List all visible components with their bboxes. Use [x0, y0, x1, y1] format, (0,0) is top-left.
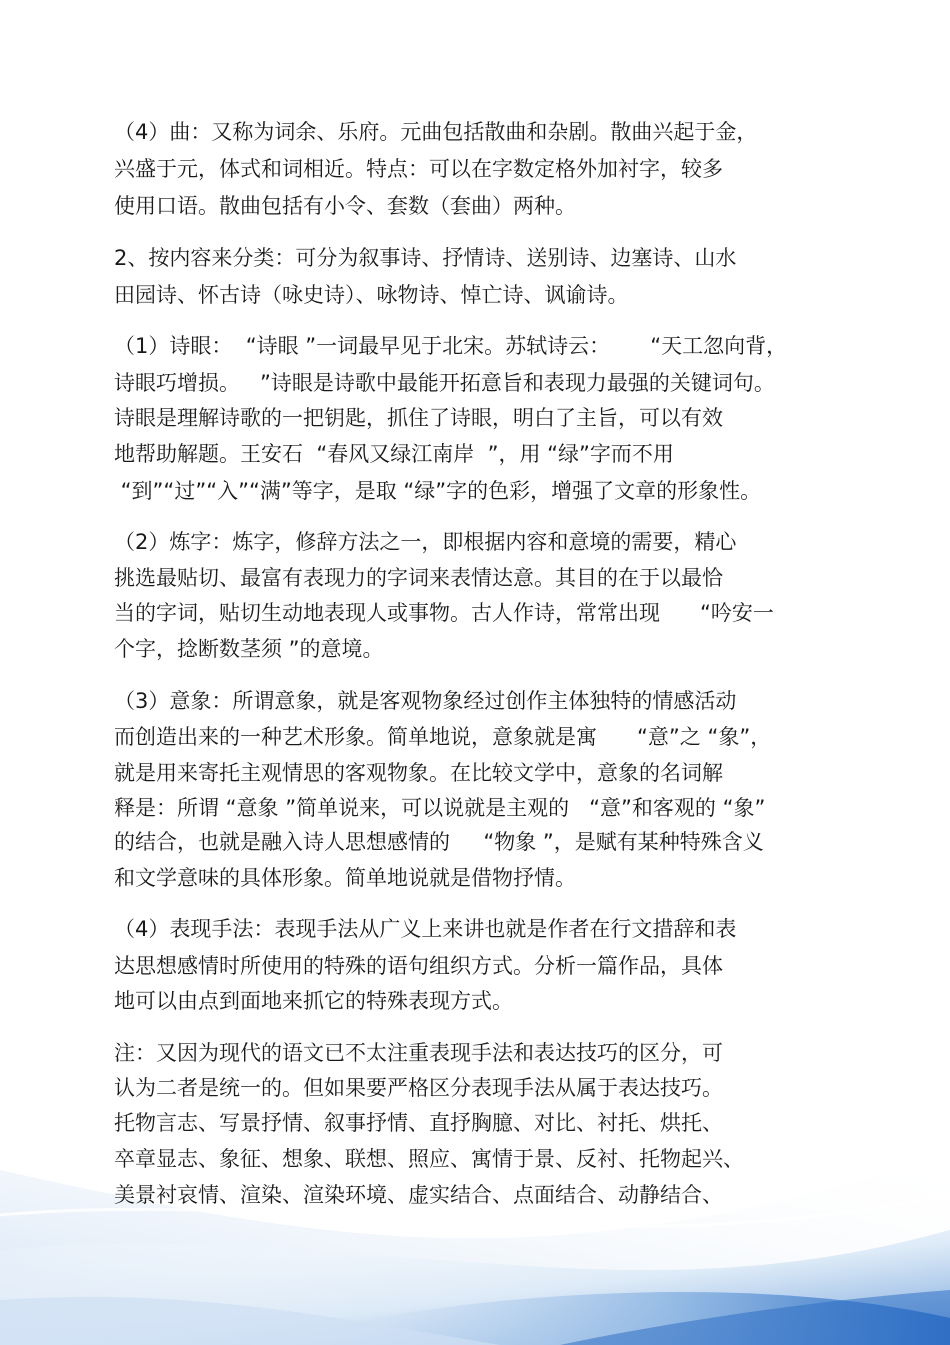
text-line: 挑选最贴切、最富有表现力的字词来表情达意。其目的在于以最恰 — [114, 566, 723, 590]
text-line: （4）曲：又称为词余、乐府。元曲包括散曲和杂剧。散曲兴起于金， — [114, 120, 758, 144]
text-line: 兴盛于元，体式和词相近。特点：可以在字数定格外加衬字，较多 — [114, 157, 723, 181]
text-line: （2）炼字：炼字，修辞方法之一，即根据内容和意境的需要，精心 — [114, 530, 737, 554]
text-line: 2、按内容来分类：可分为叙事诗、抒情诗、送别诗、边塞诗、山水 — [114, 246, 737, 270]
text-line: “到”“过”“入”“满”等字，是取 “绿”字的色彩，增强了文章的形象性。 — [114, 479, 762, 503]
text-line: 地帮助解题。王安石 “春风又绿江南岸 ”，用 “绿”字而不用 — [114, 442, 674, 466]
text-line: 地可以由点到面地来抓它的特殊表现方式。 — [114, 989, 513, 1013]
text-line: （1）诗眼： “诗眼 ”一词最早见于北宋。苏轼诗云： “天工忽向背， — [114, 334, 788, 358]
text-line: （3）意象：所谓意象，就是客观物象经过创作主体独特的情感活动 — [114, 689, 737, 713]
text-line: 个字，捻断数茎须 ”的意境。 — [114, 637, 384, 661]
text-line: 美景衬哀情、渲染、渲染环境、虚实结合、点面结合、动静结合、 — [114, 1183, 723, 1207]
text-line: 卒章显志、象征、想象、联想、照应、寓情于景、反衬、托物起兴、 — [114, 1147, 744, 1171]
text-line: 认为二者是统一的。但如果要严格区分表现手法从属于表达技巧。 — [114, 1076, 723, 1100]
text-line: 注：又因为现代的语文已不太注重表现手法和表达技巧的区分，可 — [114, 1041, 723, 1065]
text-line: 使用口语。散曲包括有小令、套数（套曲）两种。 — [114, 194, 576, 218]
text-line: 诗眼是理解诗歌的一把钥匙，抓住了诗眼，明白了主旨，可以有效 — [114, 406, 723, 430]
text-line: 而创造出来的一种艺术形象。简单地说，意象就是寓 “意”之 “象”， — [114, 725, 772, 749]
text-line: 释是：所谓 “意象 ”简单说来，可以说就是主观的 “意”和客观的 “象” — [114, 796, 766, 820]
text-line: 田园诗、怀古诗（咏史诗）、咏物诗、悼亡诗、讽谕诗。 — [114, 283, 629, 307]
text-line: 和文学意味的具体形象。简单地说就是借物抒情。 — [114, 866, 576, 890]
text-line: （4）表现手法：表现手法从广义上来讲也就是作者在行文措辞和表 — [114, 917, 737, 941]
text-line: 托物言志、写景抒情、叙事抒情、直抒胸臆、对比、衬托、烘托、 — [114, 1111, 723, 1135]
text-line: 就是用来寄托主观情思的客观物象。在比较文学中，意象的名词解 — [114, 761, 723, 785]
text-line: 的结合，也就是融入诗人思想感情的 “物象 ”，是赋有某种特殊含义 — [114, 830, 764, 854]
text-line: 诗眼巧增损。 ”诗眼是诗歌中最能开拓意旨和表现力最强的关键词句。 — [114, 371, 775, 395]
text-line: 当的字词，贴切生动地表现人或事物。古人作诗，常常出现 “吟安一 — [114, 601, 774, 625]
text-line: 达思想感情时所使用的特殊的语句组织方式。分析一篇作品，具体 — [114, 954, 723, 978]
